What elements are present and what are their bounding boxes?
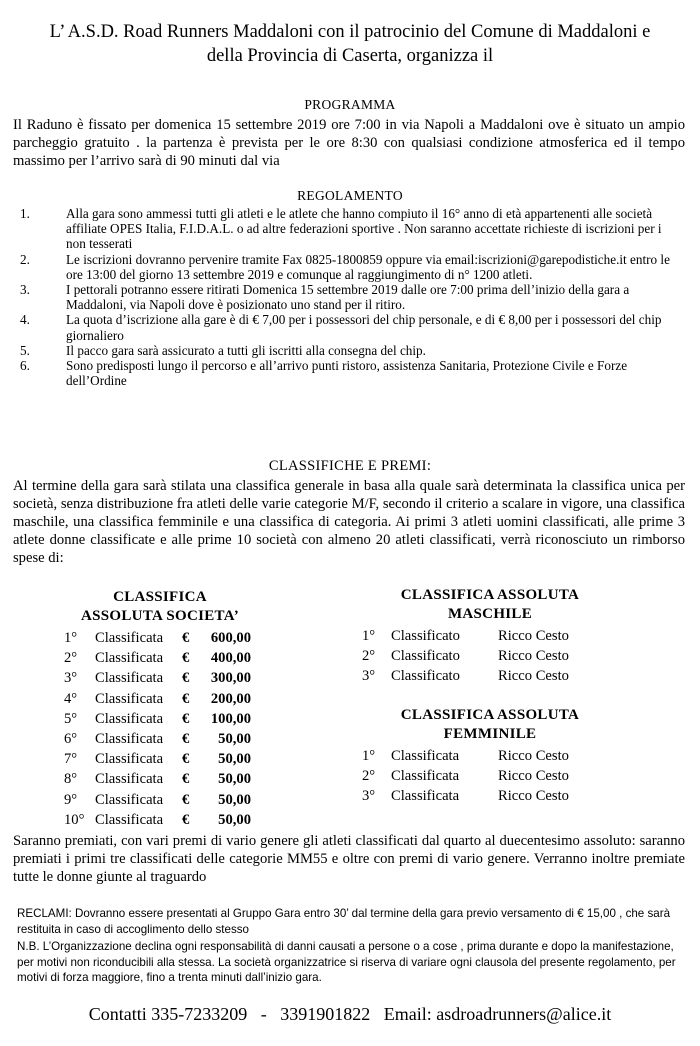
rank-label: Classificata xyxy=(95,730,164,747)
societa-prize-row xyxy=(0,689,300,709)
header-line-2: della Provincia di Caserta, organizza il xyxy=(206,46,494,66)
maschile-prize-row xyxy=(0,626,700,646)
regolamento-item-text: Le iscrizioni dovranno pervenire tramite Fax 0825-1800859 oppure via email:iscrizioni@garepodistiche.it entro le ore 13:00 del giorno 13 settembre 2019 e comunque al raggiungimento di n° 1200 atleti. xyxy=(66,251,670,282)
prize-amount: 200,00 xyxy=(210,690,251,707)
prize-amount: 50,00 xyxy=(218,751,251,768)
societa-prize-row xyxy=(0,709,300,729)
prize-amount: 400,00 xyxy=(210,650,251,667)
maschile-prize-row xyxy=(0,666,700,686)
contacts-line: Contatti 335-7233209 - 3391901822 Email: asdroadrunners@alice.it xyxy=(88,1004,612,1024)
rank-position: 8° xyxy=(64,771,78,788)
rank-label: Classificata xyxy=(95,751,164,768)
premiati-text: Saranno premiati, con vari premi di vario genere gli atleti classificati dal quarto al duecentesimo assoluto: saranno premiati i primi tre classificati delle categorie MM55 e oltre con premi di vario genere. Verranno inoltre premiate tutte le donne giunte al traguardo xyxy=(13,833,685,885)
programma-text: Il Raduno è fissato per domenica 15 settembre 2019 ore 7:00 in via Napoli a Maddaloni ove è situato un ampio parcheggio gratuito . la partenza è prevista per le ore 8:30 con qualsiasi condizione atmosferica ed il tempo massimo per l’arrivo sarà di 90 minuti dal via xyxy=(13,117,685,169)
maschile-title-line-2: MASCHILE xyxy=(447,606,533,622)
header-line-1: L’ A.S.D. Road Runners Maddaloni con il patrocinio del Comune di Maddaloni e xyxy=(49,22,651,42)
rank-label: Classificata xyxy=(95,791,164,808)
societa-title xyxy=(50,588,270,626)
rank-position: 1° xyxy=(64,630,78,646)
regolamento-item xyxy=(0,312,700,342)
rank-position: 3° xyxy=(362,668,376,685)
currency-symbol: € xyxy=(182,650,190,667)
regolamento-item-number: 1. xyxy=(20,206,30,221)
femminile-prize-table xyxy=(0,746,700,807)
rank-label: Classificata xyxy=(95,811,164,828)
programma-title: PROGRAMMA xyxy=(304,97,396,112)
femminile-prize-row xyxy=(0,746,700,766)
currency-symbol: € xyxy=(182,710,190,727)
regolamento-item-number: 5. xyxy=(20,342,30,358)
prize-amount: 600,00 xyxy=(210,630,251,646)
rank-label: Classificata xyxy=(95,670,164,687)
regolamento-item xyxy=(0,282,700,312)
prize-amount: 50,00 xyxy=(218,730,251,747)
regolamento-item-text: Il pacco gara sarà assicurato a tutti gli iscritti alla consegna del chip. xyxy=(66,342,426,358)
regolamento-item-number: 6. xyxy=(20,358,30,374)
prize-description: Ricco Cesto xyxy=(498,788,569,805)
currency-symbol: € xyxy=(182,791,190,808)
prize-amount: 50,00 xyxy=(218,771,251,788)
femminile-title xyxy=(360,706,620,744)
regolamento-item xyxy=(0,343,700,358)
rank-position: 9° xyxy=(64,791,78,808)
currency-symbol: € xyxy=(182,690,190,707)
femminile-title-line-2: FEMMINILE xyxy=(443,726,537,742)
rank-label: Classificato xyxy=(391,648,460,665)
regolamento-item-number: 3. xyxy=(20,282,30,298)
rank-label: Classificata xyxy=(95,690,164,707)
rank-position: 3° xyxy=(64,670,78,687)
maschile-prize-row xyxy=(0,646,700,666)
regolamento-list xyxy=(0,206,700,388)
regolamento-item-text: La quota d’iscrizione alla gare è di € 7,00 per i possessori del chip personale, e di € 8,00 per i possessori del chip giornaliero xyxy=(66,312,662,343)
societa-title-line-2: ASSOLUTA SOCIETA’ xyxy=(80,608,240,624)
maschile-title xyxy=(360,586,620,624)
rank-position: 1° xyxy=(362,628,376,644)
regolamento-title: REGOLAMENTO xyxy=(297,188,403,203)
rank-position: 10° xyxy=(64,811,85,828)
rank-position: 6° xyxy=(64,730,78,747)
rank-label: Classificata xyxy=(391,768,460,785)
currency-symbol: € xyxy=(182,630,190,646)
prize-description: Ricco Cesto xyxy=(498,648,569,665)
rank-label: Classificata xyxy=(95,650,164,667)
classifiche-text: Al termine della gara sarà stilata una classifica generale in basa alla quale sarà determinata la classifica unica per società, senza distribuzione fra atleti delle varie categorie M/F, secondo il criterio a scalare in vigore, una classifica maschile, una classifica femminile e una classifica di categoria. Ai primi 3 atleti uomini classificati, alle prime 3 atlete donne classificate e alle prime 10 società con almeno 20 atleti classificati, verrà riconosciuto un rimborso spese di: xyxy=(13,478,685,566)
femminile-title-line-1: CLASSIFICA ASSOLUTA xyxy=(400,707,580,723)
societa-title-line-1: CLASSIFICA xyxy=(113,589,207,605)
maschile-prize-table xyxy=(0,626,700,687)
rank-label: Classificata xyxy=(391,748,460,764)
prize-amount: 100,00 xyxy=(210,710,251,727)
rank-position: 5° xyxy=(64,710,78,727)
maschile-title-line-1: CLASSIFICA ASSOLUTA xyxy=(400,587,580,603)
currency-symbol: € xyxy=(182,771,190,788)
prize-description: Ricco Cesto xyxy=(498,748,569,764)
rank-label: Classificato xyxy=(391,668,460,685)
regolamento-item-text: I pettorali potranno essere ritirati Domenica 15 settembre 2019 dalle ore 7:00 prima dell’inizio della gara a Maddaloni, via Napoli dove è posizionato uno stand per il ritiro. xyxy=(66,282,630,313)
prize-description: Ricco Cesto xyxy=(498,668,569,685)
regolamento-item xyxy=(0,252,700,282)
rank-label: Classificata xyxy=(391,788,460,805)
rank-position: 1° xyxy=(362,748,376,764)
rank-position: 3° xyxy=(362,788,376,805)
rank-position: 2° xyxy=(64,650,78,667)
rank-position: 2° xyxy=(362,648,376,665)
regolamento-item-number: 4. xyxy=(20,312,30,328)
prize-description: Ricco Cesto xyxy=(498,628,569,644)
prize-amount: 300,00 xyxy=(210,670,251,687)
reclami-text: RECLAMI: Dovranno essere presentati al Gruppo Gara entro 30’ dal termine della gara previo versamento di € 15,00 , che sarà restituita in caso di accoglimento dello stesso xyxy=(17,907,671,936)
regolamento-item-text: Alla gara sono ammessi tutti gli atleti e le atlete che hanno compiuto il 16° anno di età appartenenti alle società affiliate OPES Italia, F.I.D.A.L. o ad altre federazioni sportive . Non saranno accettate richieste di iscrizioni per i non tesserati xyxy=(66,206,662,252)
femminile-prize-row xyxy=(0,786,700,806)
classifiche-title: CLASSIFICHE E PREMI: xyxy=(268,458,432,474)
regolamento-item-number: 2. xyxy=(20,251,30,267)
rank-label: Classificata xyxy=(95,710,164,727)
regolamento-item-text: Sono predisposti lungo il percorso e all’arrivo punti ristoro, assistenza Sanitaria, Protezione Civile e Forze dell’Ordine xyxy=(66,358,628,389)
rank-position: 7° xyxy=(64,751,78,768)
femminile-prize-row xyxy=(0,766,700,786)
regolamento-item xyxy=(0,358,700,388)
prize-amount: 50,00 xyxy=(218,791,251,808)
currency-symbol: € xyxy=(182,670,190,687)
currency-symbol: € xyxy=(182,811,190,828)
event-header xyxy=(0,20,700,68)
societa-prize-row xyxy=(0,810,300,830)
rank-label: Classificata xyxy=(95,630,164,646)
rank-position: 4° xyxy=(64,690,78,707)
regolamento-item xyxy=(0,206,700,252)
rank-position: 2° xyxy=(362,768,376,785)
nb-text: N.B. L’Organizzazione declina ogni responsabilità di danni causati a persone o a cose , prima durante e dopo la manifestazione, per motivi non riconducibili alla stessa. La società organizzatrice si riserva di variare ogni clausola del presente regolamento, per motivi di forza maggiore, fino a trenta minuti dall’inizio gara. xyxy=(17,940,676,985)
prize-description: Ricco Cesto xyxy=(498,768,569,785)
rank-label: Classificata xyxy=(95,771,164,788)
currency-symbol: € xyxy=(182,730,190,747)
currency-symbol: € xyxy=(182,751,190,768)
rank-label: Classificato xyxy=(391,628,460,644)
prize-amount: 50,00 xyxy=(218,811,251,828)
